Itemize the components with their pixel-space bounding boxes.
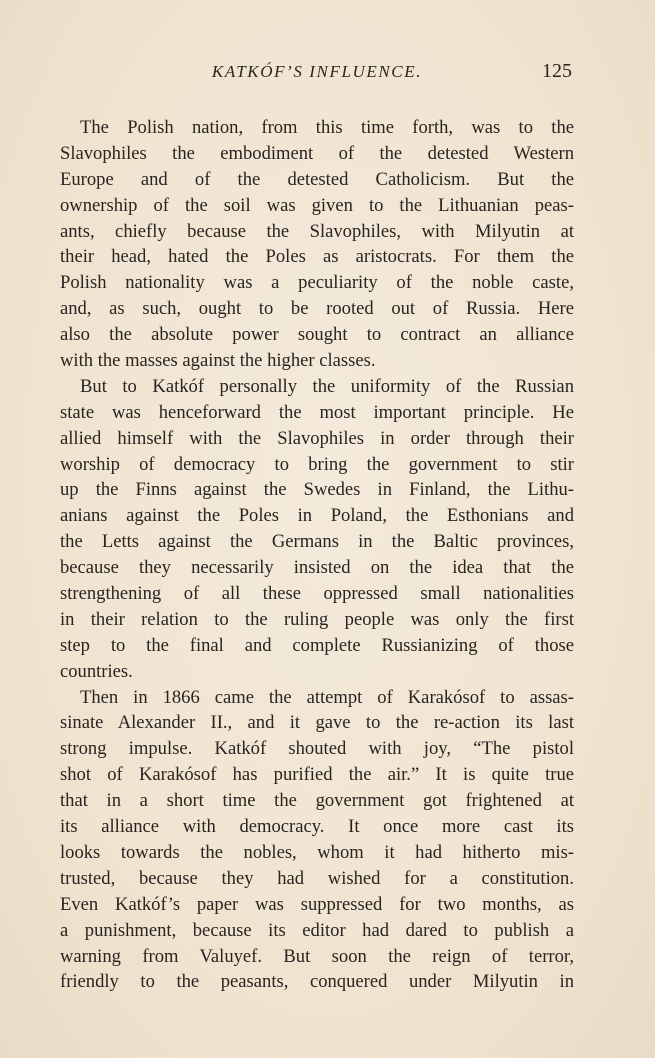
page-number: 125: [542, 60, 572, 82]
text-line: with the masses against the higher classes.: [60, 350, 376, 372]
text-line: Polish nationality was a peculiarity of the noble caste,: [60, 272, 574, 294]
text-line: But to Katkóf personally the uniformity of the Russian: [80, 375, 574, 397]
text-line: strengthening of all these oppressed small nationalities: [60, 583, 574, 605]
text-line: strong impulse. Katkóf shouted with joy, “The pistol: [60, 738, 574, 760]
text-line: the Letts against the Germans in the Baltic provinces,: [60, 531, 574, 553]
text-line: friendly to the peasants, conquered under Milyutin in: [60, 971, 574, 993]
text-line: sinate Alexander II., and it gave to the re-action its last: [60, 712, 574, 734]
text-line: step to the final and complete Russianizing of those: [60, 634, 574, 656]
text-line: because they necessarily insisted on the idea that the: [60, 557, 574, 579]
text-line: Then in 1866 came the attempt of Karakósof to assas-: [80, 686, 574, 708]
text-line: and, as such, ought to be rooted out of Russia. Here: [60, 298, 574, 320]
body-text: [60, 115, 574, 995]
text-line: countries.: [60, 660, 133, 682]
text-line: Slavophiles the embodiment of the detested Western: [60, 142, 574, 164]
text-line: a punishment, because its editor had dared to publish a: [60, 919, 574, 941]
text-line: The Polish nation, from this time forth, was to the: [80, 117, 574, 138]
text-line: Europe and of the detested Catholicism. But the: [60, 168, 574, 190]
text-line: also the absolute power sought to contract an alliance: [60, 324, 574, 346]
text-line: ownership of the soil was given to the Lithuanian peas-: [60, 194, 574, 216]
text-line: that in a short time the government got frightened at: [60, 790, 574, 812]
text-line: Even Katkóf’s paper was suppressed for two months, as: [60, 893, 574, 915]
text-line: warning from Valuyef. But soon the reign of terror,: [60, 945, 574, 967]
text-line: shot of Karakósof has purified the air.” It is quite true: [60, 764, 574, 786]
text-line: ants, chiefly because the Slavophiles, with Milyutin at: [60, 220, 574, 242]
text-line: anians against the Poles in Poland, the Esthonians and: [60, 505, 574, 527]
text-line: trusted, because they had wished for a constitution.: [60, 867, 574, 889]
text-line: their head, hated the Poles as aristocrats. For them the: [60, 246, 574, 268]
text-line: looks towards the nobles, whom it had hitherto mis-: [60, 841, 574, 863]
text-line: state was henceforward the most important principle. He: [60, 401, 574, 423]
running-title: KATKÓF’S INFLUENCE.: [211, 62, 423, 81]
running-head: [60, 62, 574, 92]
text-line: allied himself with the Slavophiles in order through their: [60, 427, 574, 449]
text-line: up the Finns against the Swedes in Finland, the Lithu-: [60, 479, 574, 501]
text-line: worship of democracy to bring the government to stir: [60, 453, 574, 475]
text-line: in their relation to the ruling people was only the first: [60, 608, 574, 630]
text-line: its alliance with democracy. It once more cast its: [60, 816, 574, 838]
